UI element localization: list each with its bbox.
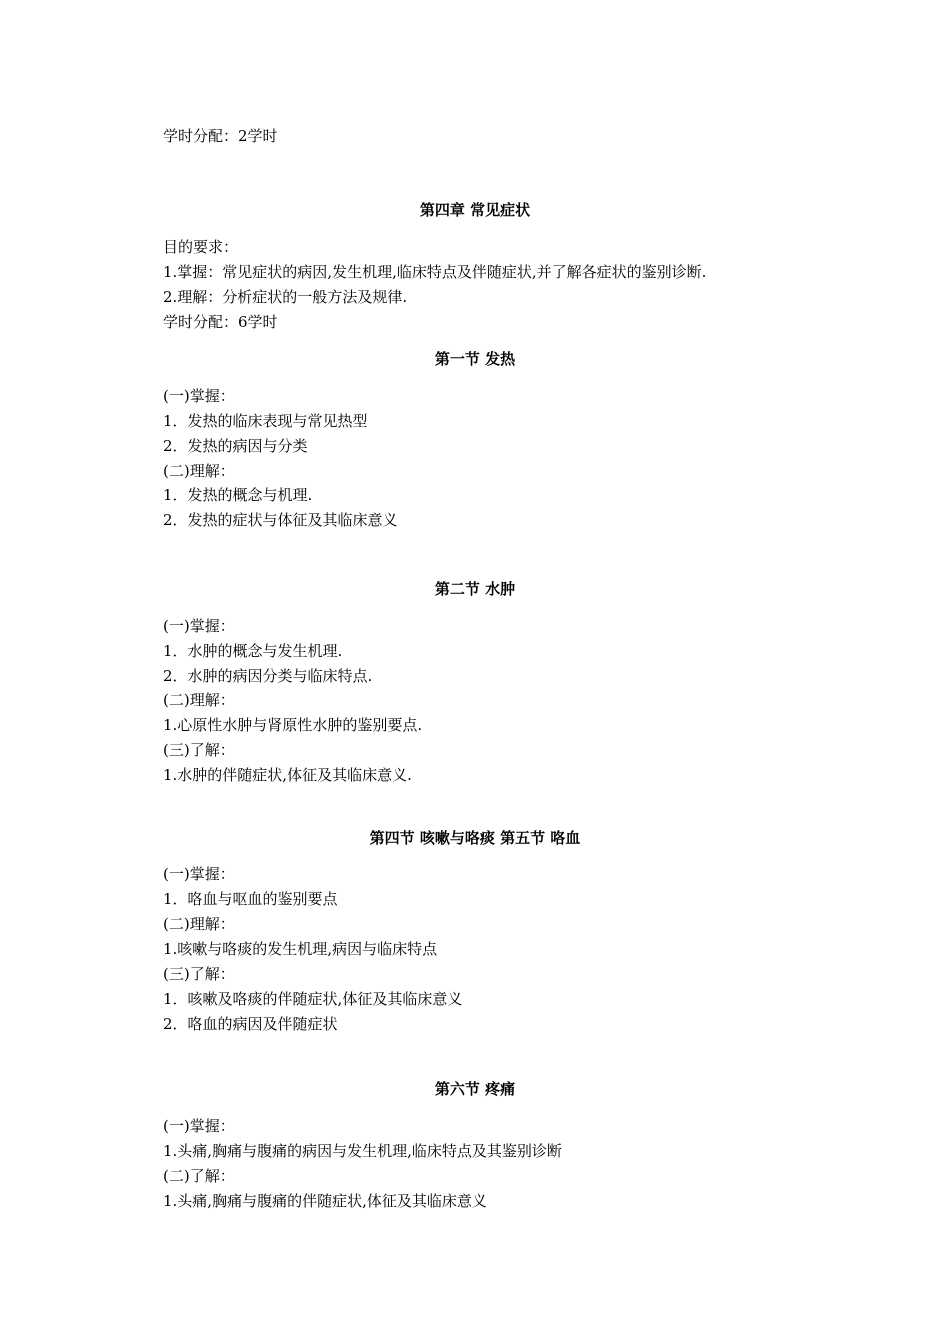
goal-item: 1.掌握：常见症状的病因,发生机理,临床特点及伴随症状,并了解各症状的鉴别诊断.	[163, 263, 707, 281]
section-line: 1．咳嗽及咯痰的伴随症状,体征及其临床意义	[163, 990, 463, 1008]
section-line: 1.头痛,胸痛与腹痛的病因与发生机理,临床特点及其鉴别诊断	[163, 1142, 562, 1160]
section-line: 1.头痛,胸痛与腹痛的伴随症状,体征及其临床意义	[163, 1192, 487, 1210]
section-line: 2．咯血的病因及伴随症状	[163, 1015, 338, 1033]
section-line: 1．发热的临床表现与常见热型	[163, 412, 368, 430]
goal-item: 2.理解：分析症状的一般方法及规律.	[163, 288, 408, 306]
section-line: (三)了解：	[163, 965, 235, 983]
chapter-title: 第四章 常见症状	[419, 201, 531, 219]
section-line: (二)理解：	[163, 462, 235, 480]
section-line: 2．发热的病因与分类	[163, 437, 308, 455]
section-line: (二)了解：	[163, 1167, 235, 1185]
goal-label: 目的要求：	[163, 238, 239, 256]
section-line: 1.咳嗽与咯痰的发生机理,病因与临床特点	[163, 940, 438, 958]
section-line: 2．发热的症状与体征及其临床意义	[163, 511, 398, 529]
section-title: 第六节 疼痛	[434, 1080, 516, 1098]
section-line: (一)掌握：	[163, 865, 235, 883]
section-line: (一)掌握：	[163, 617, 235, 635]
section-line: (一)掌握：	[163, 387, 235, 405]
section-line: 1．咯血与呕血的鉴别要点	[163, 890, 338, 908]
hours-allocation-ch3: 学时分配：2学时	[163, 127, 278, 145]
section-line: 1．发热的概念与机理.	[163, 486, 313, 504]
section-line: (一)掌握：	[163, 1117, 235, 1135]
section-title: 第二节 水肿	[434, 580, 516, 598]
section-title: 第四节 咳嗽与咯痰 第五节 咯血	[369, 829, 581, 847]
hours-allocation: 学时分配：6学时	[163, 313, 278, 331]
section-line: 1.心原性水肿与肾原性水肿的鉴别要点.	[163, 716, 423, 734]
section-line: 1.水肿的伴随症状,体征及其临床意义.	[163, 766, 412, 784]
section-line: (二)理解：	[163, 691, 235, 709]
section-line: (二)理解：	[163, 915, 235, 933]
section-line: 1．水肿的概念与发生机理.	[163, 642, 343, 660]
section-line: (三)了解：	[163, 741, 235, 759]
section-line: 2．水肿的病因分类与临床特点.	[163, 667, 373, 685]
section-title: 第一节 发热	[434, 350, 516, 368]
